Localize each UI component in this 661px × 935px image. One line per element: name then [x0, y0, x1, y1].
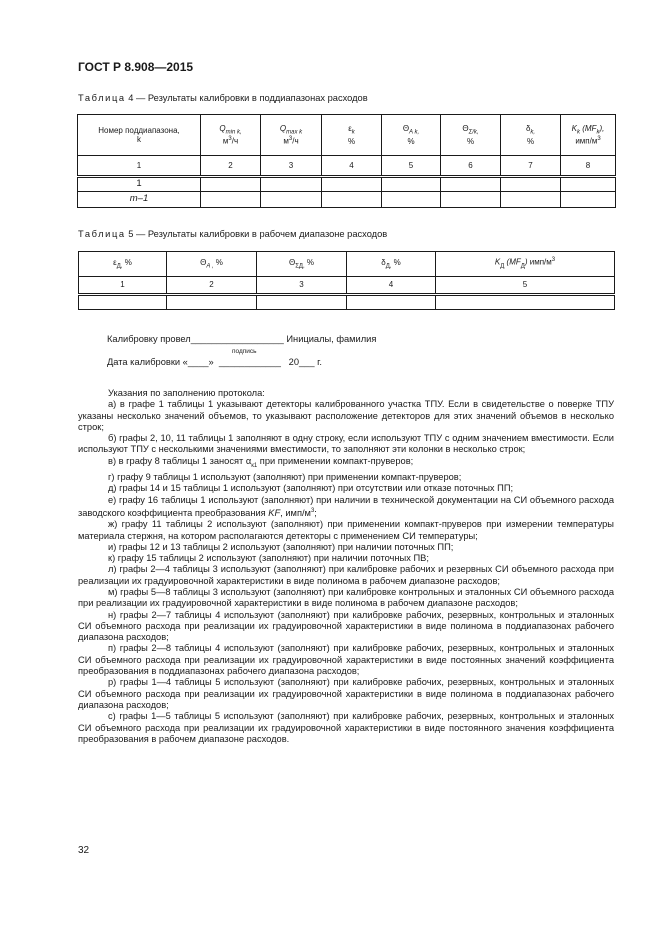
- col-number: 1: [79, 277, 167, 295]
- instruction-item: а) в графе 1 таблицы 1 указывают детекторы калиброванного участка ТПУ. Если в свидетельстве о поверке ТПУ указаны несколько значений объемов, то указывают расположение детекторов для этих значений объемов в несколько строк;: [78, 399, 614, 432]
- table-cell: [257, 295, 347, 310]
- col-number: 4: [322, 156, 382, 177]
- table-cell: [347, 295, 436, 310]
- performed-label: Калибровку провел: [107, 334, 191, 344]
- document-id: ГОСТ Р 8.908—2015: [78, 60, 194, 74]
- table-cell: [322, 192, 382, 208]
- instructions-title: Указания по заполнению протокола:: [108, 388, 265, 398]
- instruction-item: г) графу 9 таблицы 1 используют (заполняют) при применении компакт-пруверов;: [108, 471, 462, 482]
- table-row: [78, 177, 616, 192]
- signature-caption: подпись: [232, 348, 257, 355]
- table-cell: [436, 295, 615, 310]
- t5-header-delta: $\delta_{Д,}$ %: [347, 252, 436, 277]
- signature-blank: __________________: [190, 334, 284, 344]
- col-number: 8: [561, 156, 616, 177]
- t5-header-theta-a: $\Theta_{A ,}$ %: [167, 252, 257, 277]
- table-cell: [441, 177, 501, 192]
- calibration-date-line: [107, 357, 322, 367]
- filling-instructions: [78, 388, 614, 745]
- col-number: 2: [201, 156, 261, 177]
- table4-caption-text: 4 — Результаты калибровки в поддиапазонах расходов: [125, 93, 368, 103]
- table-cell: m–1: [78, 192, 201, 208]
- initials-label: Инициалы, фамилия: [283, 334, 377, 344]
- table-cell: 1: [78, 177, 201, 192]
- instruction-item: б) графы 2, 10, 11 таблицы 1 заполняют в одну строку, если используют ТПУ с одним значением вместимости. Если используют ТПУ с несколькими значениями вместимости, то заполняют эти колонки в несколько строк;: [78, 433, 614, 455]
- table-cell: [79, 295, 167, 310]
- table-row: [78, 192, 616, 208]
- instruction-item: и) графы 12 и 13 таблицы 2 используют (заполняют) при наличии поточных ПП;: [108, 541, 454, 552]
- table-cell: [382, 177, 441, 192]
- instruction-item: р) графы 1—4 таблицы 5 используют (заполняют) при калибровке рабочих, резервных, контрольных и эталонных СИ объемного расхода при реализации их градуировочной характеристики в виде полинома в поддиапазонах рабочего диапазона расходов;: [78, 677, 614, 710]
- col-number: 1: [78, 156, 201, 177]
- instruction-item: ж) графу 11 таблицы 2 используют (заполняют) при применении компакт-пруверов при измерении температуры материала стержня, на котором располагаются детекторы с применением СИ температуры;: [78, 519, 614, 541]
- instruction-item: с) графы 1—5 таблицы 5 используют (заполняют) при калибровке рабочих, резервных, контрольных и эталонных СИ объемного расхода при реализации их градуировочной характеристики в виде постоянного значения коэффициента преобразования в рабочем диапазоне расходов.: [78, 711, 614, 744]
- year-label: 20___ г.: [288, 357, 322, 367]
- t4-header-qmax: $Q_{max k}$ $м^3/ч$: [261, 115, 322, 156]
- table4-caption-word: Таблица: [78, 93, 126, 103]
- col-number: 5: [436, 277, 615, 295]
- instruction-item: л) графы 2—4 таблицы 3 используют (заполняют) при калибровке рабочих и резервных СИ объемного расхода при реализации их градуировочной характеристики в виде полинома в рабочем диапазоне расходов;: [78, 564, 614, 586]
- table4-column-numbers: [78, 156, 616, 177]
- page-number: 32: [78, 845, 90, 856]
- instruction-item: н) графы 2—7 таблицы 4 используют (заполняют) при калибровке рабочих, резервных, контрольных и эталонных СИ объемного расхода при реализации их градуировочной характеристики в виде полинома в поддиапазонах рабочего диапазона расходов;: [78, 609, 614, 643]
- table-cell: [167, 295, 257, 310]
- col-number: 4: [347, 277, 436, 295]
- table5-header-row: [79, 252, 615, 277]
- t5-header-epsilon: $\varepsilon_{Д,}$ %: [79, 252, 167, 277]
- table-row: [79, 295, 615, 310]
- instruction-item: м) графы 5—8 таблицы 3 используют (заполняют) при калибровке контрольных и эталонных СИ объемного расхода при реализации их градуировочной характеристики в виде полинома в рабочем диапазоне расходов;: [78, 587, 614, 609]
- t4-header-theta-sigma: $\Theta_{\Sigma/k,}$ %: [441, 115, 501, 156]
- instruction-item: е) графу 16 таблицы 1 используют (заполняют) при наличии в технической документации на СИ объемного расхода заводского коэффициента преобразования KF, имп/$м^3$;: [78, 494, 614, 518]
- col-number: 6: [441, 156, 501, 177]
- table4-header-row: [78, 115, 616, 156]
- col-number: 3: [261, 156, 322, 177]
- table-cell: [561, 177, 616, 192]
- t4-header-epsilon: $\varepsilon_k$ %: [322, 115, 382, 156]
- t4-header-subrange: Номер поддиапазона, k: [78, 115, 201, 156]
- table-cell: [201, 177, 261, 192]
- table-cell: [261, 192, 322, 208]
- table-cell: [441, 192, 501, 208]
- table4: [77, 114, 616, 208]
- table4-caption: [78, 93, 368, 103]
- calibration-performed-line: [107, 334, 376, 344]
- t4-header-k: $K_k$ $(MF_k)$, имп/$м^3$: [561, 115, 616, 156]
- table-cell: [322, 177, 382, 192]
- date-label: Дата калибровки «____»: [107, 357, 214, 367]
- table5: [78, 251, 615, 310]
- instruction-item: к) графу 15 таблицы 2 используют (заполняют) при наличии поточных ПВ;: [108, 553, 429, 564]
- t5-header-k: $K_Д$ $(MF_Д)$ имп/$м^3$: [436, 252, 615, 277]
- table-cell: [501, 192, 561, 208]
- table5-column-numbers: [79, 277, 615, 295]
- table5-caption-text: 5 — Результаты калибровки в рабочем диапазоне расходов: [125, 229, 388, 239]
- t4-header-theta-a: $\Theta_{A k,}$ %: [382, 115, 441, 156]
- table-cell: [501, 177, 561, 192]
- table-cell: [201, 192, 261, 208]
- instruction-item: п) графы 2—8 таблицы 4 используют (заполняют) при калибровке рабочих, резервных, контрольных и эталонных СИ объемного расхода при реализации их градуировочной характеристики в виде постоянных значений коэффициента преобразования в поддиапазонах рабочего диапазона расходов;: [78, 643, 614, 677]
- col-number: 3: [257, 277, 347, 295]
- col-number: 2: [167, 277, 257, 295]
- table-cell: [382, 192, 441, 208]
- table5-caption-word: Таблица: [78, 229, 126, 239]
- table-cell: [561, 192, 616, 208]
- month-blank: ____________: [218, 357, 281, 367]
- col-number: 7: [501, 156, 561, 177]
- table5-caption: [78, 229, 387, 239]
- instruction-item: в) в графу 8 таблицы 1 заносят $\alpha_{к1}$ при применении компакт-пруверов;: [108, 455, 414, 469]
- t4-header-qmin: $Q_{min k,}$ $м^3/ч$: [201, 115, 261, 156]
- table-cell: [261, 177, 322, 192]
- col-number: 5: [382, 156, 441, 177]
- t5-header-theta-sigma: $\Theta_{\Sigma Д,}$ %: [257, 252, 347, 277]
- instruction-item: д) графы 14 и 15 таблицы 1 используют (заполняют) при отсутствии или отказе поточных ПП;: [108, 483, 514, 494]
- t4-header-delta: $\delta_{k,}$ %: [501, 115, 561, 156]
